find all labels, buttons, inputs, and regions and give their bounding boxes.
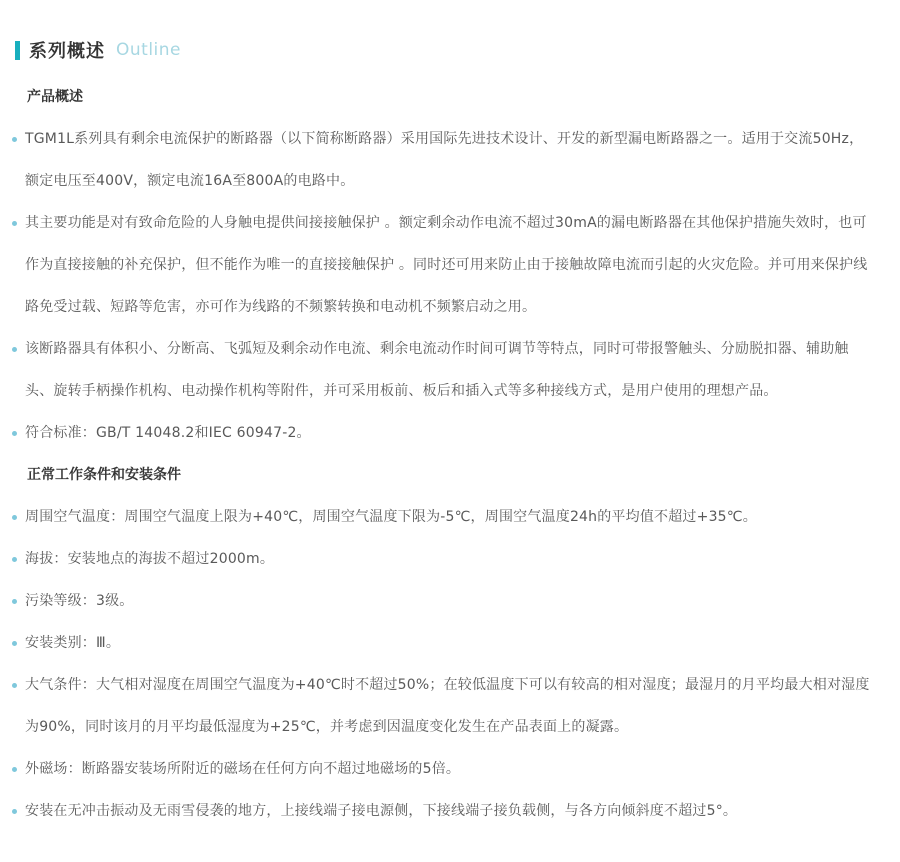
bullet-dot-icon xyxy=(12,599,17,604)
bullet-item xyxy=(12,328,875,412)
bullet-text: 其主要功能是对有致命危险的人身触电提供间接接触保护 。额定剩余动作电流不超过30mA的漏电断路器在其他保护措施失效时，也可作为直接接触的补充保护，但不能作为唯一的直接接触保护 。同时还可用来防止由于接触故障电流而引起的火灾危险。并可用来保护线路免受过载、短路等危害，亦可作为线路的不频繁转换和电动机不频繁启动之用。 xyxy=(25,215,868,315)
bullet-text: TGM1L系列具有剩余电流保护的断路器（以下简称断路器）采用国际先进技术设计、开发的新型漏电断路器之一。适用于交流50Hz，额定电压至400V，额定电流16A至800A的电路中。 xyxy=(25,131,864,189)
bullet-text: 外磁场：断路器安装场所附近的磁场在任何方向不超过地磁场的5倍。 xyxy=(25,761,461,777)
bullet-list xyxy=(12,118,875,454)
bullet-dot-icon xyxy=(12,431,17,436)
bullet-list xyxy=(12,496,875,832)
section-heading: 正常工作条件和安装条件 xyxy=(27,467,181,483)
bullet-dot-icon xyxy=(12,641,17,646)
bullet-dot-icon xyxy=(12,515,17,520)
bullet-text: 符合标准：GB/T 14048.2和IEC 60947-2。 xyxy=(25,425,311,441)
section-heading: 产品概述 xyxy=(27,89,83,105)
bullet-dot-icon xyxy=(12,347,17,352)
bullet-item xyxy=(12,202,875,328)
page-title-chinese: 系列概述 xyxy=(29,41,105,62)
bullet-item xyxy=(12,412,875,454)
bullet-text: 安装类别：Ⅲ。 xyxy=(25,635,121,651)
bullet-dot-icon xyxy=(12,557,17,562)
bullet-item xyxy=(12,118,875,202)
bullet-item xyxy=(12,538,875,580)
doc-section xyxy=(12,76,875,454)
bullet-item xyxy=(12,790,875,832)
header-accent-bar-icon xyxy=(15,41,20,60)
bullet-text: 周围空气温度：周围空气温度上限为+40℃，周围空气温度下限为-5℃，周围空气温度24h的平均值不超过+35℃。 xyxy=(25,509,757,525)
bullet-text: 大气条件：大气相对湿度在周围空气温度为+40℃时不超过50%；在较低温度下可以有较高的相对湿度；最湿月的月平均最大相对湿度为90%，同时该月的月平均最低湿度为+25℃，并考虑到因温度变化发生在产品表面上的凝露。 xyxy=(25,677,870,735)
bullet-text: 安装在无冲击振动及无雨雪侵袭的地方，上接线端子接电源侧，下接线端子接负载侧，与各方向倾斜度不超过5°。 xyxy=(25,803,738,819)
bullet-dot-icon xyxy=(12,809,17,814)
bullet-dot-icon xyxy=(12,683,17,688)
bullet-dot-icon xyxy=(12,221,17,226)
bullet-item xyxy=(12,622,875,664)
bullet-item xyxy=(12,748,875,790)
bullet-dot-icon xyxy=(12,137,17,142)
bullet-dot-icon xyxy=(12,767,17,772)
bullet-text: 污染等级：3级。 xyxy=(25,593,134,609)
bullet-item xyxy=(12,496,875,538)
series-outline-header xyxy=(15,38,900,62)
bullet-text: 海拔：安装地点的海拔不超过2000m。 xyxy=(25,551,275,567)
doc-section xyxy=(12,454,875,832)
bullet-item xyxy=(12,664,875,748)
bullet-text: 该断路器具有体积小、分断高、飞弧短及剩余动作电流、剩余电流动作时间可调节等特点，同时可带报警触头、分励脱扣器、辅助触头、旋转手柄操作机构、电动操作机构等附件，并可采用板前、板后和插入式等多种接线方式，是用户使用的理想产品。 xyxy=(25,341,849,399)
page-title-english: Outline xyxy=(116,40,182,60)
document-content xyxy=(0,76,900,862)
bullet-item xyxy=(12,580,875,622)
